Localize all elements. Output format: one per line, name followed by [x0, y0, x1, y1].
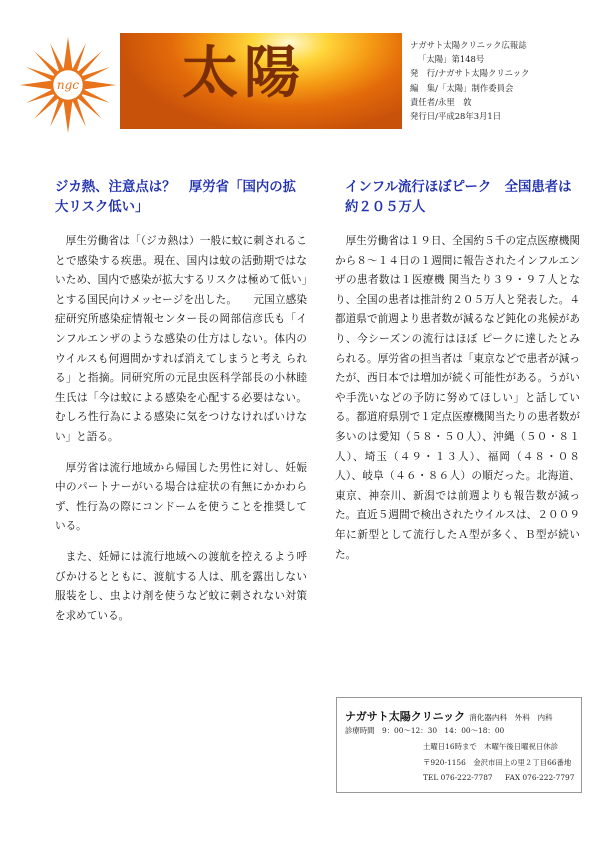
clinic-fax: FAX 076-222-7797	[505, 773, 575, 782]
clinic-name: ナガサト太陽クリニック	[345, 710, 466, 723]
masthead-line: 編 集/「太陽」制作委員会	[410, 82, 514, 93]
svg-text:ngc: ngc	[56, 78, 80, 92]
clinic-logo	[18, 35, 118, 135]
newsletter-title: 太陽	[182, 40, 306, 106]
article-paragraph: 厚生労働省は「（ジカ熱は）一般に蚊に刺されることで感染する疾患。現在、国内は蚊の活動期ではないため、国内で感染が拡大するリスクは極めて低い」とする国民向けメッセージを出した。 元国立感染症研究所感染症情報センター長の岡部信彦氏も「インフルエンザのような感染の仕方はしない。体内のウイルスも何週間かすれば消えてしまうと考え られる」と指摘。同研究所の元昆虫医科学部長の小林睦生氏は「今は蚊による感染を心配する必要はない。むしろ性行為による感染に気をつけなければいけな い」と語る。	[55, 235, 307, 443]
masthead-line: ナガサト太陽クリニック広報誌	[410, 40, 527, 50]
article-paragraph: また、妊婦には流行地域への渡航を控えるよう呼びかけるとともに、渡航する人は、肌を露出しない服装をし、虫よけ剤を使うなど蚊に刺されない対策を求めている。	[55, 550, 307, 622]
clinic-address: 〒920-1156 金沢市田上の里２丁目66番地	[423, 758, 572, 767]
masthead	[410, 38, 595, 123]
article-influenza-title: インフル流行ほぼピーク 全国患者は約２０５万人	[345, 180, 572, 215]
title-banner	[120, 33, 402, 129]
clinic-header	[345, 705, 553, 724]
article-paragraph: 厚労省は流行地域から帰国した男性に対し、妊娠中のパートナーがいる場合は症状の有無にかかわらず、性行為の際にコンドームを使うことを推奨している。	[55, 461, 307, 533]
article-zika-title: ジカ熱、注意点は？ 厚労省「国内の拡大リスク低い」	[55, 180, 297, 215]
clinic-hours: 診療時間 9：00～12：30 14：00～18：00	[345, 726, 505, 735]
masthead-line: 責任者/永里 敦	[410, 96, 472, 107]
article-influenza-body	[335, 232, 580, 576]
clinic-closed-days: 土曜日16時まで 木曜午後日曜祝日休診	[423, 742, 559, 751]
masthead-line: 発行日/平成28年3月1日	[410, 111, 502, 122]
masthead-line: 発 行/ナガサト太陽クリニック	[410, 68, 530, 79]
clinic-departments: 消化器内科 外科 内科	[469, 713, 553, 722]
clinic-tel: TEL 076-222-7787	[423, 773, 493, 782]
masthead-issue: 「太陽」第148号	[418, 54, 485, 65]
article-paragraph: 厚生労働省は１９日、全国約５千の定点医療機関から８～１４日の１週間に報告されたインフルエンザの患者数は１医療機 関当たり３９・９７人となり、全国の患者は推計約２０５万人と発表した。４都道県で前週より患者数が減るなど鈍化の兆候があり、今シーズンの流行はほぼ ピークに達したとみられる。厚労省の担当者は「東京などで患者が減ったが、西日本では増加が続く可能性がある。うがいや手洗いなどの予防に努めてほしい」と話している。都道府県別で１定点医療機関当たりの患者数が多いのは愛知（５８・５０人）、沖縄（５０・８１人）、埼玉（４９・１３人）、福岡（４８・０８人）、岐阜（４６・８６人）の順だった。北海道、東京、神奈川、新潟では前週よりも報告数が減った。直近５週間で検出されたウイルスは、２００９年に新型として流行したＡ型が多く、Ｂ型が続いた。	[335, 235, 580, 561]
sun-logo-icon	[18, 35, 118, 135]
clinic-info-box	[336, 697, 582, 793]
article-zika-body	[55, 232, 307, 637]
